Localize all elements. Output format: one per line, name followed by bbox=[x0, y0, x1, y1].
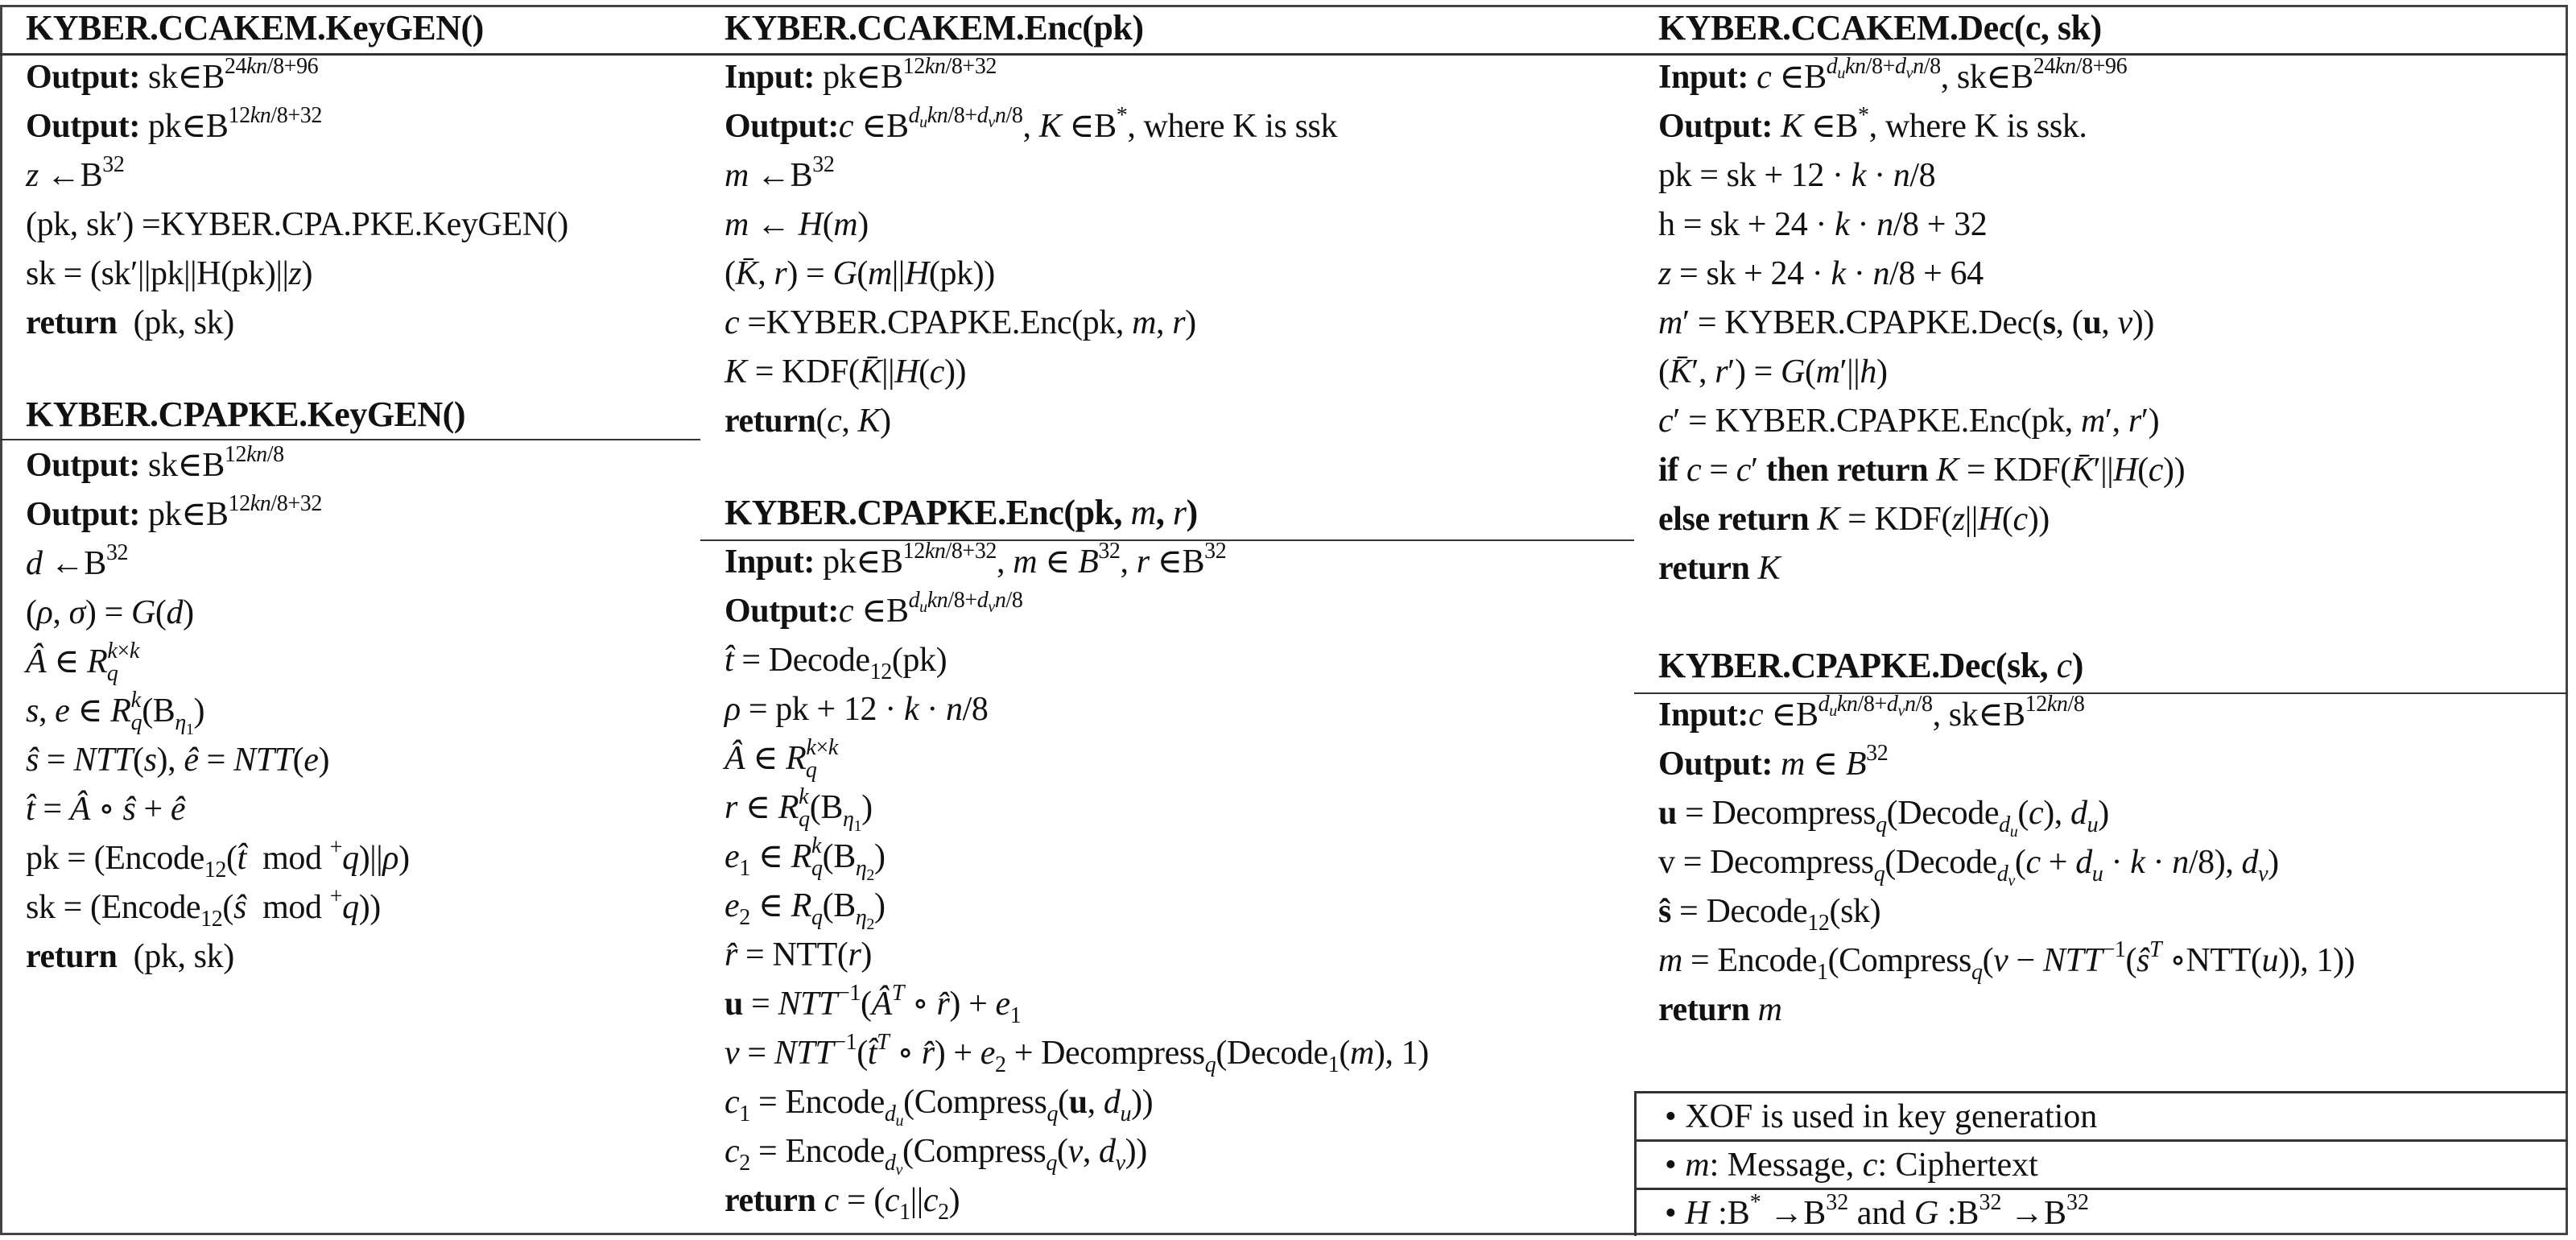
pke-enc-line: Â ∈ $R^{k\times k}_q$ bbox=[724, 735, 838, 783]
kem-enc-line: return(c, K) bbox=[724, 403, 891, 440]
note-xof: • XOF is used in key generation bbox=[1634, 1091, 2568, 1139]
pke-dec-line: ŝ = Decode$_{12}$(sk) bbox=[1658, 893, 1881, 936]
pke-dec-title-text: KYBER.CPAPKE.Dec(sk, c) bbox=[1658, 646, 2083, 685]
pke-enc-line: r ∈ $R^k_q(B_{\eta_1})$ bbox=[724, 784, 873, 835]
kem-enc-line: m ← H(m) bbox=[724, 206, 869, 243]
pke-keygen-line: Â ∈ $R^{k\times k}_q$ bbox=[26, 639, 139, 686]
kem-dec-line: pk = sk + 12 · k · n/8 bbox=[1658, 157, 1936, 194]
kem-dec-line: m′ = KYBER.CPAPKE.Dec(s, (u, v)) bbox=[1658, 304, 2154, 341]
pke-dec-line: return m bbox=[1658, 991, 1782, 1028]
pke-keygen-line: ŝ = NTT(s), ê = NTT(e) bbox=[26, 742, 330, 779]
pke-enc-title-text: KYBER.CPAPKE.Enc(pk, m, r) bbox=[724, 493, 1198, 532]
pke-enc-line: $c_2$ = Encode$_{d_v}$(Compress$_q$(v, $d_v$)) bbox=[724, 1133, 1147, 1179]
pke-enc-line: Output:c $\in B^{d_ukn/8+d_vn/8}$ bbox=[724, 588, 1023, 630]
left-section-divider bbox=[0, 439, 700, 440]
pke-dec-body bbox=[1658, 691, 2355, 1035]
pke-enc-line: $e_2$ ∈ $R_q(B_{\eta_2})$ bbox=[724, 887, 886, 933]
pke-dec-line: Input:c $\in B^{d_ukn/8+d_vn/8}$, $sk\in B^{12kn/8}$ bbox=[1658, 692, 2085, 734]
kem-dec-line: (K̄′, r′) = G(m′||h) bbox=[1658, 353, 1888, 391]
kem-enc-line: m $\leftarrow B^{32}$ bbox=[724, 152, 835, 194]
kem-enc-line: c =KYBER.CPAPKE.Enc(pk, m, r) bbox=[724, 304, 1196, 341]
pke-keygen-line: t̂ = Â ∘ ŝ + ê bbox=[26, 791, 186, 828]
kem-enc-line: K = KDF(K̄||H(c)) bbox=[724, 353, 967, 391]
pke-enc-line: $u = NTT^{-1}(Â^T$ ∘ r̂) + $e_1$ bbox=[724, 981, 1022, 1028]
kem-dec-line: if c = c′ then return K = KDF(K̄′||H(c)) bbox=[1658, 452, 2186, 489]
kem-dec-line: c′ = KYBER.CPAPKE.Enc(pk, m′, r′) bbox=[1658, 403, 2160, 440]
pke-keygen-line: Output: $sk\in B^{12kn/8}$ bbox=[26, 442, 284, 484]
kem-keygen-line: Output: $sk\in B^{24kn/8+96}$ bbox=[26, 54, 319, 96]
kem-dec-title: KYBER.CCAKEM.Dec(c, sk) bbox=[1658, 8, 2102, 48]
pke-enc-title bbox=[724, 493, 1198, 533]
note-message-ciphertext: • m: Message, c: Ciphertext bbox=[1634, 1139, 2568, 1188]
pke-keygen-line: pk = (Encode$_{12}$(t̂ mod +q)||ρ) bbox=[26, 835, 410, 882]
pke-enc-line: t̂ = Decode$_{12}$(pk) bbox=[724, 642, 947, 684]
kem-enc-line: Input: $pk\in B^{12kn/8+32}$ bbox=[724, 54, 997, 96]
pke-dec-line: v = Decompress$_q$(Decode$_{d_v}$(c + $d_u \cdot k \cdot n/8$), $d_v$) bbox=[1658, 844, 2279, 890]
pke-dec-line: m = Encode$_1$(Compress$_q$(v − $NTT^{-1}(ŝ^T$ ∘NTT(u)), 1)) bbox=[1658, 937, 2355, 985]
kem-keygen-line: (pk, sk′) =KYBER.CPA.PKE.KeyGEN() bbox=[26, 206, 568, 243]
kem-enc-body bbox=[724, 53, 1337, 446]
kem-keygen-body bbox=[26, 53, 568, 348]
pke-keygen-line: s, e ∈ $R^k_q(B_{\eta_1})$ bbox=[26, 688, 205, 738]
pke-keygen-line: return (pk, sk) bbox=[26, 938, 234, 975]
kem-dec-line: Output: K ∈B*, where K is ssk. bbox=[1658, 103, 2087, 145]
pke-enc-line: ρ = pk + 12 · k · n/8 bbox=[724, 691, 989, 728]
pke-dec-line: Output: m ∈ $B^{32}$ bbox=[1658, 741, 1889, 783]
kem-keygen-line: sk = (sk′||pk||H(pk)||z) bbox=[26, 255, 313, 292]
pke-enc-line: $v = NTT^{-1}(t̂^T$ ∘ r̂) + $e_2$ + Decompress$_q$(Decode$_1$(m), 1) bbox=[724, 1030, 1429, 1077]
pke-enc-line: r̂ = NTT(r) bbox=[724, 936, 873, 973]
pke-keygen-body bbox=[26, 441, 410, 982]
pke-keygen-line: d $\leftarrow B^{32}$ bbox=[26, 540, 129, 582]
pke-dec-title bbox=[1658, 646, 2083, 686]
pke-enc-line: $e_1$ ∈ $R^k_q(B_{\eta_2})$ bbox=[724, 833, 886, 884]
pke-enc-line: $c_1$ = Encode$_{d_u}$(Compress$_q$(u, $d_u$)) bbox=[724, 1084, 1154, 1130]
pke-keygen-line: Output: $pk\in B^{12kn/8+32}$ bbox=[26, 491, 322, 533]
kem-dec-line: else return K = KDF(z||H(c)) bbox=[1658, 501, 2050, 538]
kem-keygen-line: z $\leftarrow B^{32}$ bbox=[26, 152, 125, 194]
kem-dec-body bbox=[1658, 53, 2185, 593]
pke-keygen-line: sk = (Encode$_{12}$(ŝ mod +q)) bbox=[26, 884, 381, 932]
kem-dec-line: z = sk + 24 · k · n/8 + 64 bbox=[1658, 255, 1984, 292]
pke-enc-line: return $c = (c_1||c_2)$ bbox=[724, 1182, 960, 1225]
kem-keygen-line: return (pk, sk) bbox=[26, 304, 234, 341]
pke-enc-body bbox=[724, 538, 1429, 1226]
kem-enc-line: (K̄, r) = G(m||H(pk)) bbox=[724, 255, 995, 292]
note-hash-functions: • H :B* $\to B^{32}$ and G $:B^{32} \to B^{32}$ bbox=[1634, 1188, 2568, 1236]
kem-keygen-line: Output: $pk\in B^{12kn/8+32}$ bbox=[26, 103, 322, 145]
kem-dec-line: h = sk + 24 · k · n/8 + 32 bbox=[1658, 206, 1988, 243]
kem-enc-line: Output:c $\in B^{d_ukn/8+d_vn/8}$, K ∈B*, where K is ssk bbox=[724, 103, 1338, 145]
pke-keygen-title: KYBER.CPAPKE.KeyGEN() bbox=[26, 395, 465, 434]
pke-keygen-line: (ρ, σ) = G(d) bbox=[26, 594, 194, 631]
kem-dec-line: Input: c $\in B^{d_ukn/8+d_vn/8}$, $sk\in B^{24kn/8+96}$ bbox=[1658, 54, 2128, 96]
pke-dec-line: u = Decompress$_q$(Decode$_{d_u}$(c), $d_u$) bbox=[1658, 795, 2109, 841]
kem-enc-title: KYBER.CCAKEM.Enc(pk) bbox=[724, 8, 1144, 48]
pke-enc-line: Input: $pk\in B^{12kn/8+32}$, m ∈ $B^{32}$, r $\in B^{32}$ bbox=[724, 539, 1227, 581]
kem-keygen-title: KYBER.CCAKEM.KeyGEN() bbox=[26, 8, 484, 48]
kem-dec-line: return K bbox=[1658, 550, 1781, 587]
